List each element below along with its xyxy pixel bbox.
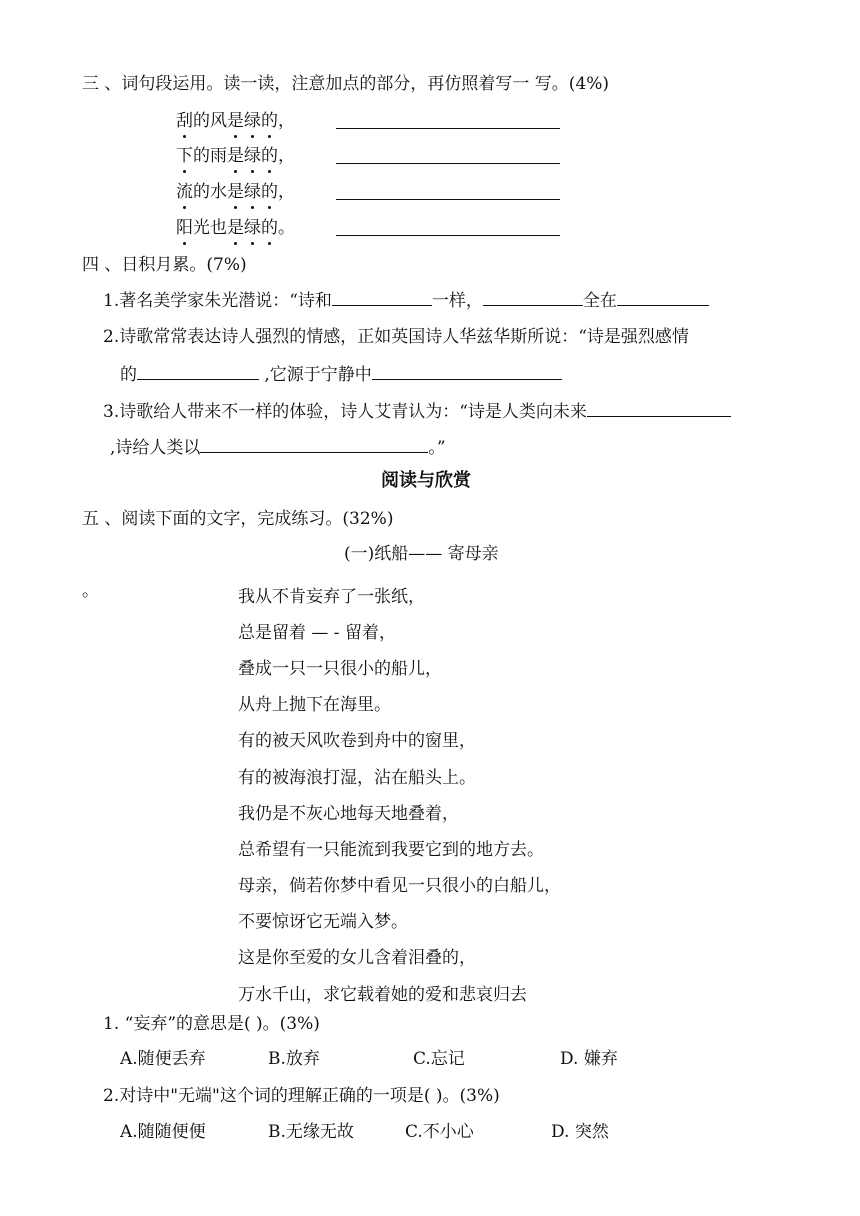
dotted-char: 刮	[176, 111, 193, 131]
dotted-char: 下	[176, 146, 193, 166]
poem-line: 从舟上抛下在海里。	[238, 695, 391, 715]
section4-q3-line2	[110, 436, 446, 459]
dotted-char: 是	[227, 146, 244, 166]
text: ，	[278, 182, 295, 202]
section3-heading: 三 、词句段运用。读一读，注意加点的部分，再仿照着写一 写。(4%)	[82, 74, 610, 94]
dotted-char: 绿	[244, 182, 261, 202]
dotted-char: 绿	[244, 218, 261, 238]
text: 的雨	[193, 146, 227, 166]
poem-line: 我从不肯妄弃了一张纸，	[238, 587, 425, 607]
question-1-option-a[interactable]: A.随便丢弃	[120, 1049, 206, 1069]
section4-q1	[103, 289, 709, 312]
text: 的水	[193, 182, 227, 202]
dotted-char: 阳	[176, 218, 193, 238]
poem-title: (一)纸船—— 寄母亲	[344, 544, 499, 564]
answer-blank[interactable]	[483, 289, 583, 306]
question-1-option-d[interactable]: D. 嫌弃	[560, 1049, 618, 1069]
dotted-char: 的	[261, 111, 278, 131]
question-2-option-a[interactable]: A.随随便便	[120, 1122, 206, 1142]
section4-q2-line1: 2.诗歌常常表达诗人强烈的情感，正如英国诗人华兹华斯所说：“诗是强烈感情	[103, 327, 689, 347]
poem-line: 我仍是不灰心地每天地叠着，	[238, 804, 459, 824]
answer-blank[interactable]	[137, 363, 259, 380]
section3-line-2	[176, 145, 295, 167]
section5-heading: 五 、阅读下面的文字，完成练习。(32%)	[82, 509, 394, 529]
question-2-option-b[interactable]: B.无缘无故	[268, 1122, 354, 1142]
question-2-option-d[interactable]: D. 突然	[551, 1122, 609, 1142]
answer-blank[interactable]	[336, 112, 560, 129]
section4-q2-line2	[120, 363, 562, 386]
section3-line-4	[176, 217, 295, 239]
poem-line: 叠成一只一只很小的船儿，	[238, 659, 442, 679]
answer-blank[interactable]	[617, 289, 709, 306]
dotted-char: 绿	[244, 111, 261, 131]
dotted-char: 的	[261, 146, 278, 166]
answer-blank[interactable]	[336, 219, 560, 236]
reading-title: 阅读与欣赏	[381, 470, 471, 491]
text: ，	[278, 146, 295, 166]
dotted-char: 流	[176, 182, 193, 202]
dotted-char: 的	[261, 182, 278, 202]
text: 。”	[428, 438, 446, 458]
text: 。	[278, 218, 295, 238]
answer-blank[interactable]	[200, 436, 428, 453]
answer-blank[interactable]	[332, 289, 432, 306]
question-2-stem: 2.对诗中"无端"这个词的理解正确的一项是( )。(3%)	[103, 1086, 500, 1106]
text: 一样，	[431, 291, 483, 311]
answer-blank[interactable]	[372, 363, 562, 380]
text: 3.诗歌给人带来不一样的体验，诗人艾青认为：“诗是人类向未来	[103, 402, 587, 422]
text: 全在	[582, 291, 617, 311]
poem-line: 总希望有一只能流到我要它到的地方去。	[238, 840, 544, 860]
poem-line: 这是你至爱的女儿含着泪叠的，	[238, 948, 476, 968]
poem-line: 母亲，倘若你梦中看见一只很小的白船儿，	[238, 876, 561, 896]
poem-line: 有的被海浪打湿，沾在船头上。	[238, 768, 476, 788]
stray-mark: 。	[82, 581, 99, 601]
dotted-char: 绿	[244, 146, 261, 166]
question-1-option-b[interactable]: B.放弃	[268, 1049, 320, 1069]
dotted-char: 是	[227, 111, 244, 131]
question-1-option-c[interactable]: C.忘记	[413, 1049, 465, 1069]
text: 的	[120, 365, 137, 385]
poem-line: 总是留着 — - 留着，	[238, 623, 396, 643]
section4-heading: 四 、日积月累。(7%)	[82, 255, 247, 275]
text: 光也	[193, 218, 227, 238]
dotted-char: 是	[227, 182, 244, 202]
dotted-char: 是	[227, 218, 244, 238]
poem-line: 不要惊讶它无端入梦。	[238, 912, 408, 932]
text: ,它源于宁静中	[259, 365, 372, 385]
text: ,诗给人类以	[110, 438, 201, 458]
answer-blank[interactable]	[336, 183, 560, 200]
dotted-char: 的	[261, 218, 278, 238]
text: 的风	[193, 111, 227, 131]
question-1-stem: 1. “妄弃”的意思是( )。(3%)	[103, 1014, 320, 1034]
section3-line-3	[176, 181, 295, 203]
section4-q3-line1	[103, 400, 731, 423]
poem-line: 有的被天风吹卷到舟中的窗里，	[238, 731, 476, 751]
answer-blank[interactable]	[336, 147, 560, 164]
section3-line-1	[176, 110, 295, 132]
text: 1.著名美学家朱光潜说：“诗和	[103, 291, 332, 311]
question-2-option-c[interactable]: C.不小心	[405, 1122, 474, 1142]
answer-blank[interactable]	[587, 400, 731, 417]
text: ，	[278, 111, 295, 131]
poem-line: 万水千山，求它载着她的爱和悲哀归去	[238, 985, 527, 1005]
